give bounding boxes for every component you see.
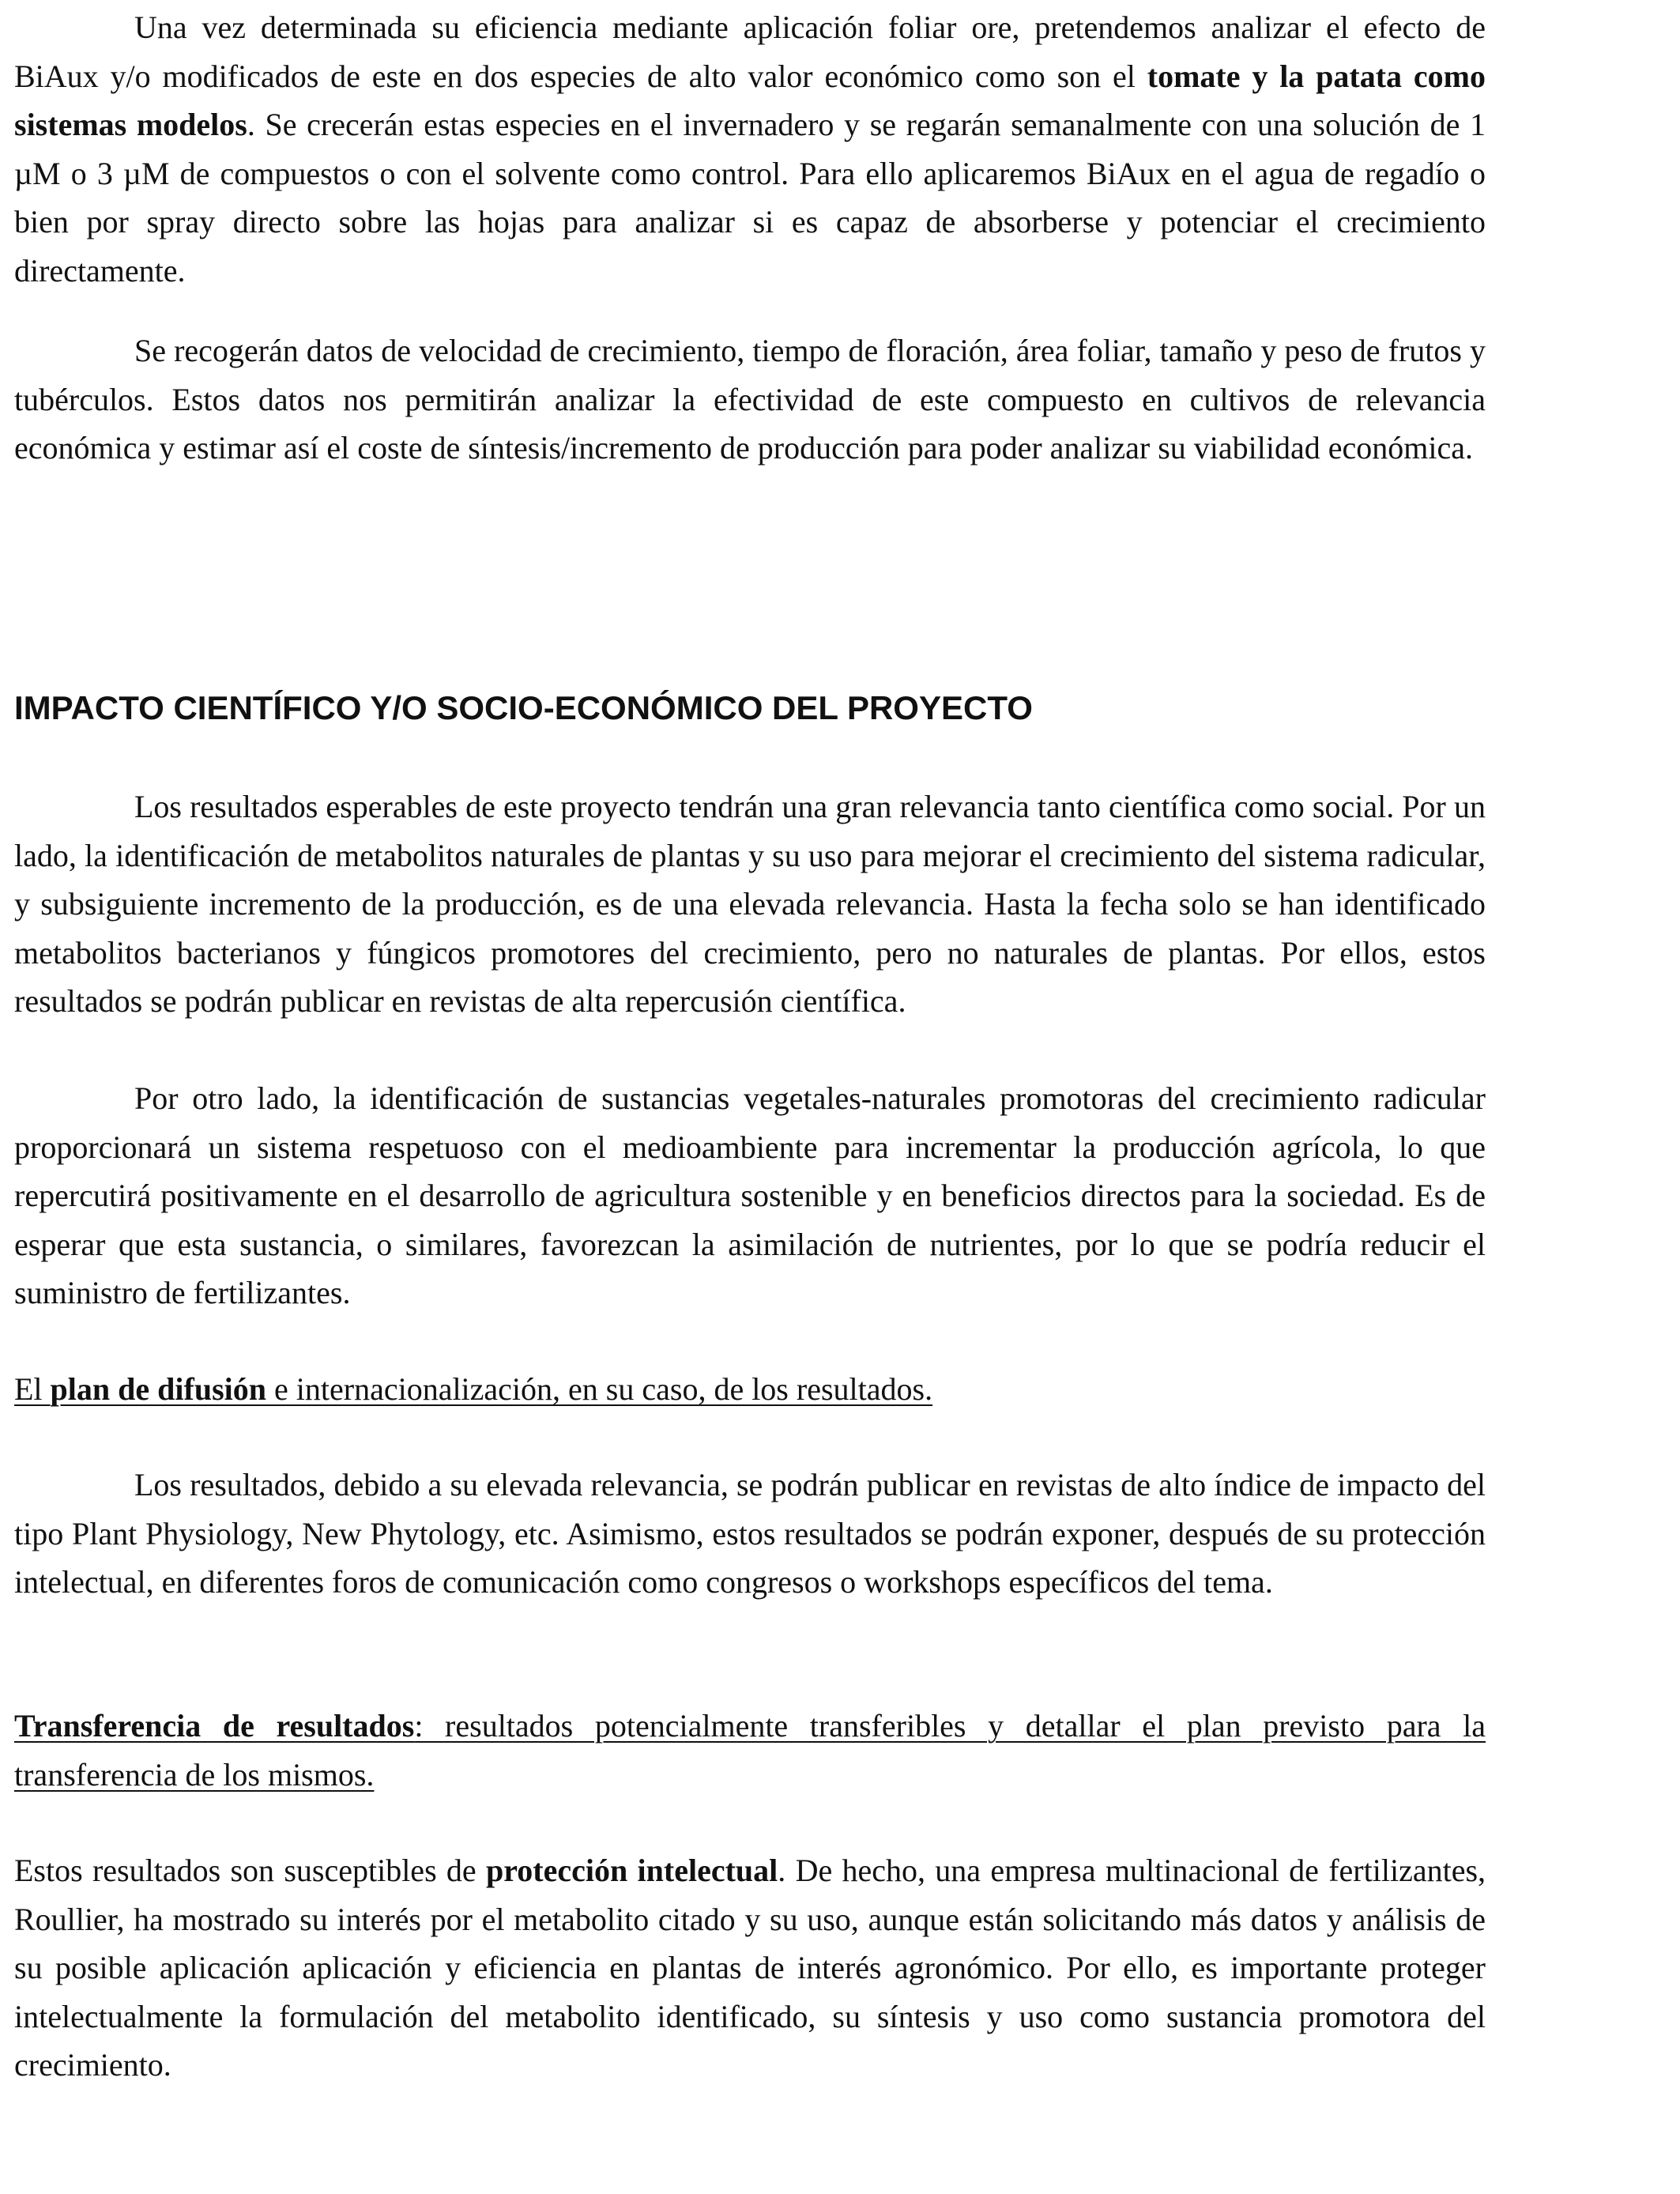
paragraph-text: Se recogerán datos de velocidad de crecimiento, tiempo de floración, área foliar, tamaño y peso de frutos y tubérculos. Estos datos nos permitirán analizar la efectividad de este compuesto en cultivos de relevancia económica y estimar así el coste de síntesis/incremento de producción para poder analizar su viabilidad económica. bbox=[14, 333, 1486, 466]
bold-text: Transferencia de resultados bbox=[14, 1708, 415, 1744]
bold-text: tomate y la patata como sistemas modelos bbox=[14, 58, 1486, 142]
bold-text: protección intelectual bbox=[486, 1853, 778, 1888]
section-heading-impacto: IMPACTO CIENTÍFICO Y/O SOCIO-ECONÓMICO DEL PROYECTO bbox=[14, 689, 1033, 726]
paragraph-text: Los resultados, debido a su elevada relevancia, se podrán publicar en revistas de alto índice de impacto del tipo Plant Physiology, New Phytology, etc. Asimismo, estos resultados se podrán exponer, después de su protección intelectual, en diferentes foros de comunicación como congresos o workshops específicos del tema. bbox=[14, 1467, 1486, 1600]
paragraph-aplicacion-foliar bbox=[14, 3, 1486, 295]
paragraph-text: Por otro lado, la identificación de sustancias vegetales-naturales promotoras del crecimiento radicular proporcionará un sistema respetuoso con el medioambiente para incrementar la producción agrícola, lo que repercutirá positivamente en el desarrollo de agricultura sostenible y en beneficios directos para la sociedad. Es de esperar que esta sustancia, o similares, favorezcan la asimilación de nutrientes, por lo que se podría reducir el suministro de fertilizantes. bbox=[14, 1080, 1486, 1310]
paragraph-proteccion-intelectual bbox=[14, 1846, 1486, 2090]
subheading-transferencia bbox=[14, 1702, 1486, 1799]
paragraph-resultados-esperables bbox=[14, 782, 1486, 1026]
paragraph-recogida-datos bbox=[14, 326, 1486, 473]
subheading-text: El bbox=[14, 1371, 51, 1407]
subheading-text: e internacionalización, en su caso, de los resultados. bbox=[266, 1371, 933, 1407]
paragraph-text: Una vez determinada su eficiencia mediante aplicación foliar ore, pretendemos analizar el efecto de BiAux y/o modificados de este en dos especies de alto valor económico como son el bbox=[14, 9, 1486, 94]
subheading-text: : resultados potencialmente transferibles y detallar el plan previsto para la transferencia de los mismos. bbox=[14, 1708, 1486, 1793]
paragraph-text: Estos resultados son susceptibles de bbox=[14, 1853, 486, 1888]
paragraph-text: . Se crecerán estas especies en el invernadero y se regarán semanalmente con una solución de 1 µM o 3 µM de compuestos o con el solvente como control. Para ello aplicaremos BiAux en el agua de regadío o bien por spray directo sobre las hojas para analizar si es capaz de absorberse y potenciar el crecimiento directamente. bbox=[14, 107, 1486, 288]
paragraph-sustancias-vegetales bbox=[14, 1074, 1486, 1318]
paragraph-publicacion-revistas bbox=[14, 1461, 1486, 1607]
subheading-plan-difusion bbox=[14, 1365, 1486, 1414]
paragraph-text: Los resultados esperables de este proyecto tendrán una gran relevancia tanto científica como social. Por un lado, la identificación de metabolitos naturales de plantas y su uso para mejorar el crecimiento del sistema radicular, y subsiguiente incremento de la producción, es de una elevada relevancia. Hasta la fecha solo se han identificado metabolitos bacterianos y fúngicos promotores del crecimiento, pero no naturales de plantas. Por ellos, estos resultados se podrán publicar en revistas de alta repercusión científica. bbox=[14, 789, 1486, 1019]
paragraph-text: . De hecho, una empresa multinacional de fertilizantes, Roullier, ha mostrado su interés por el metabolito citado y su uso, aunque están solicitando más datos y análisis de su posible aplicación aplicación y eficiencia en plantas de interés agronómico. Por ello, es importante proteger intelectualmente la formulación del metabolito identificado, su síntesis y uso como sustancia promotora del crecimiento. bbox=[14, 1853, 1486, 2083]
bold-text: plan de difusión bbox=[50, 1371, 267, 1407]
